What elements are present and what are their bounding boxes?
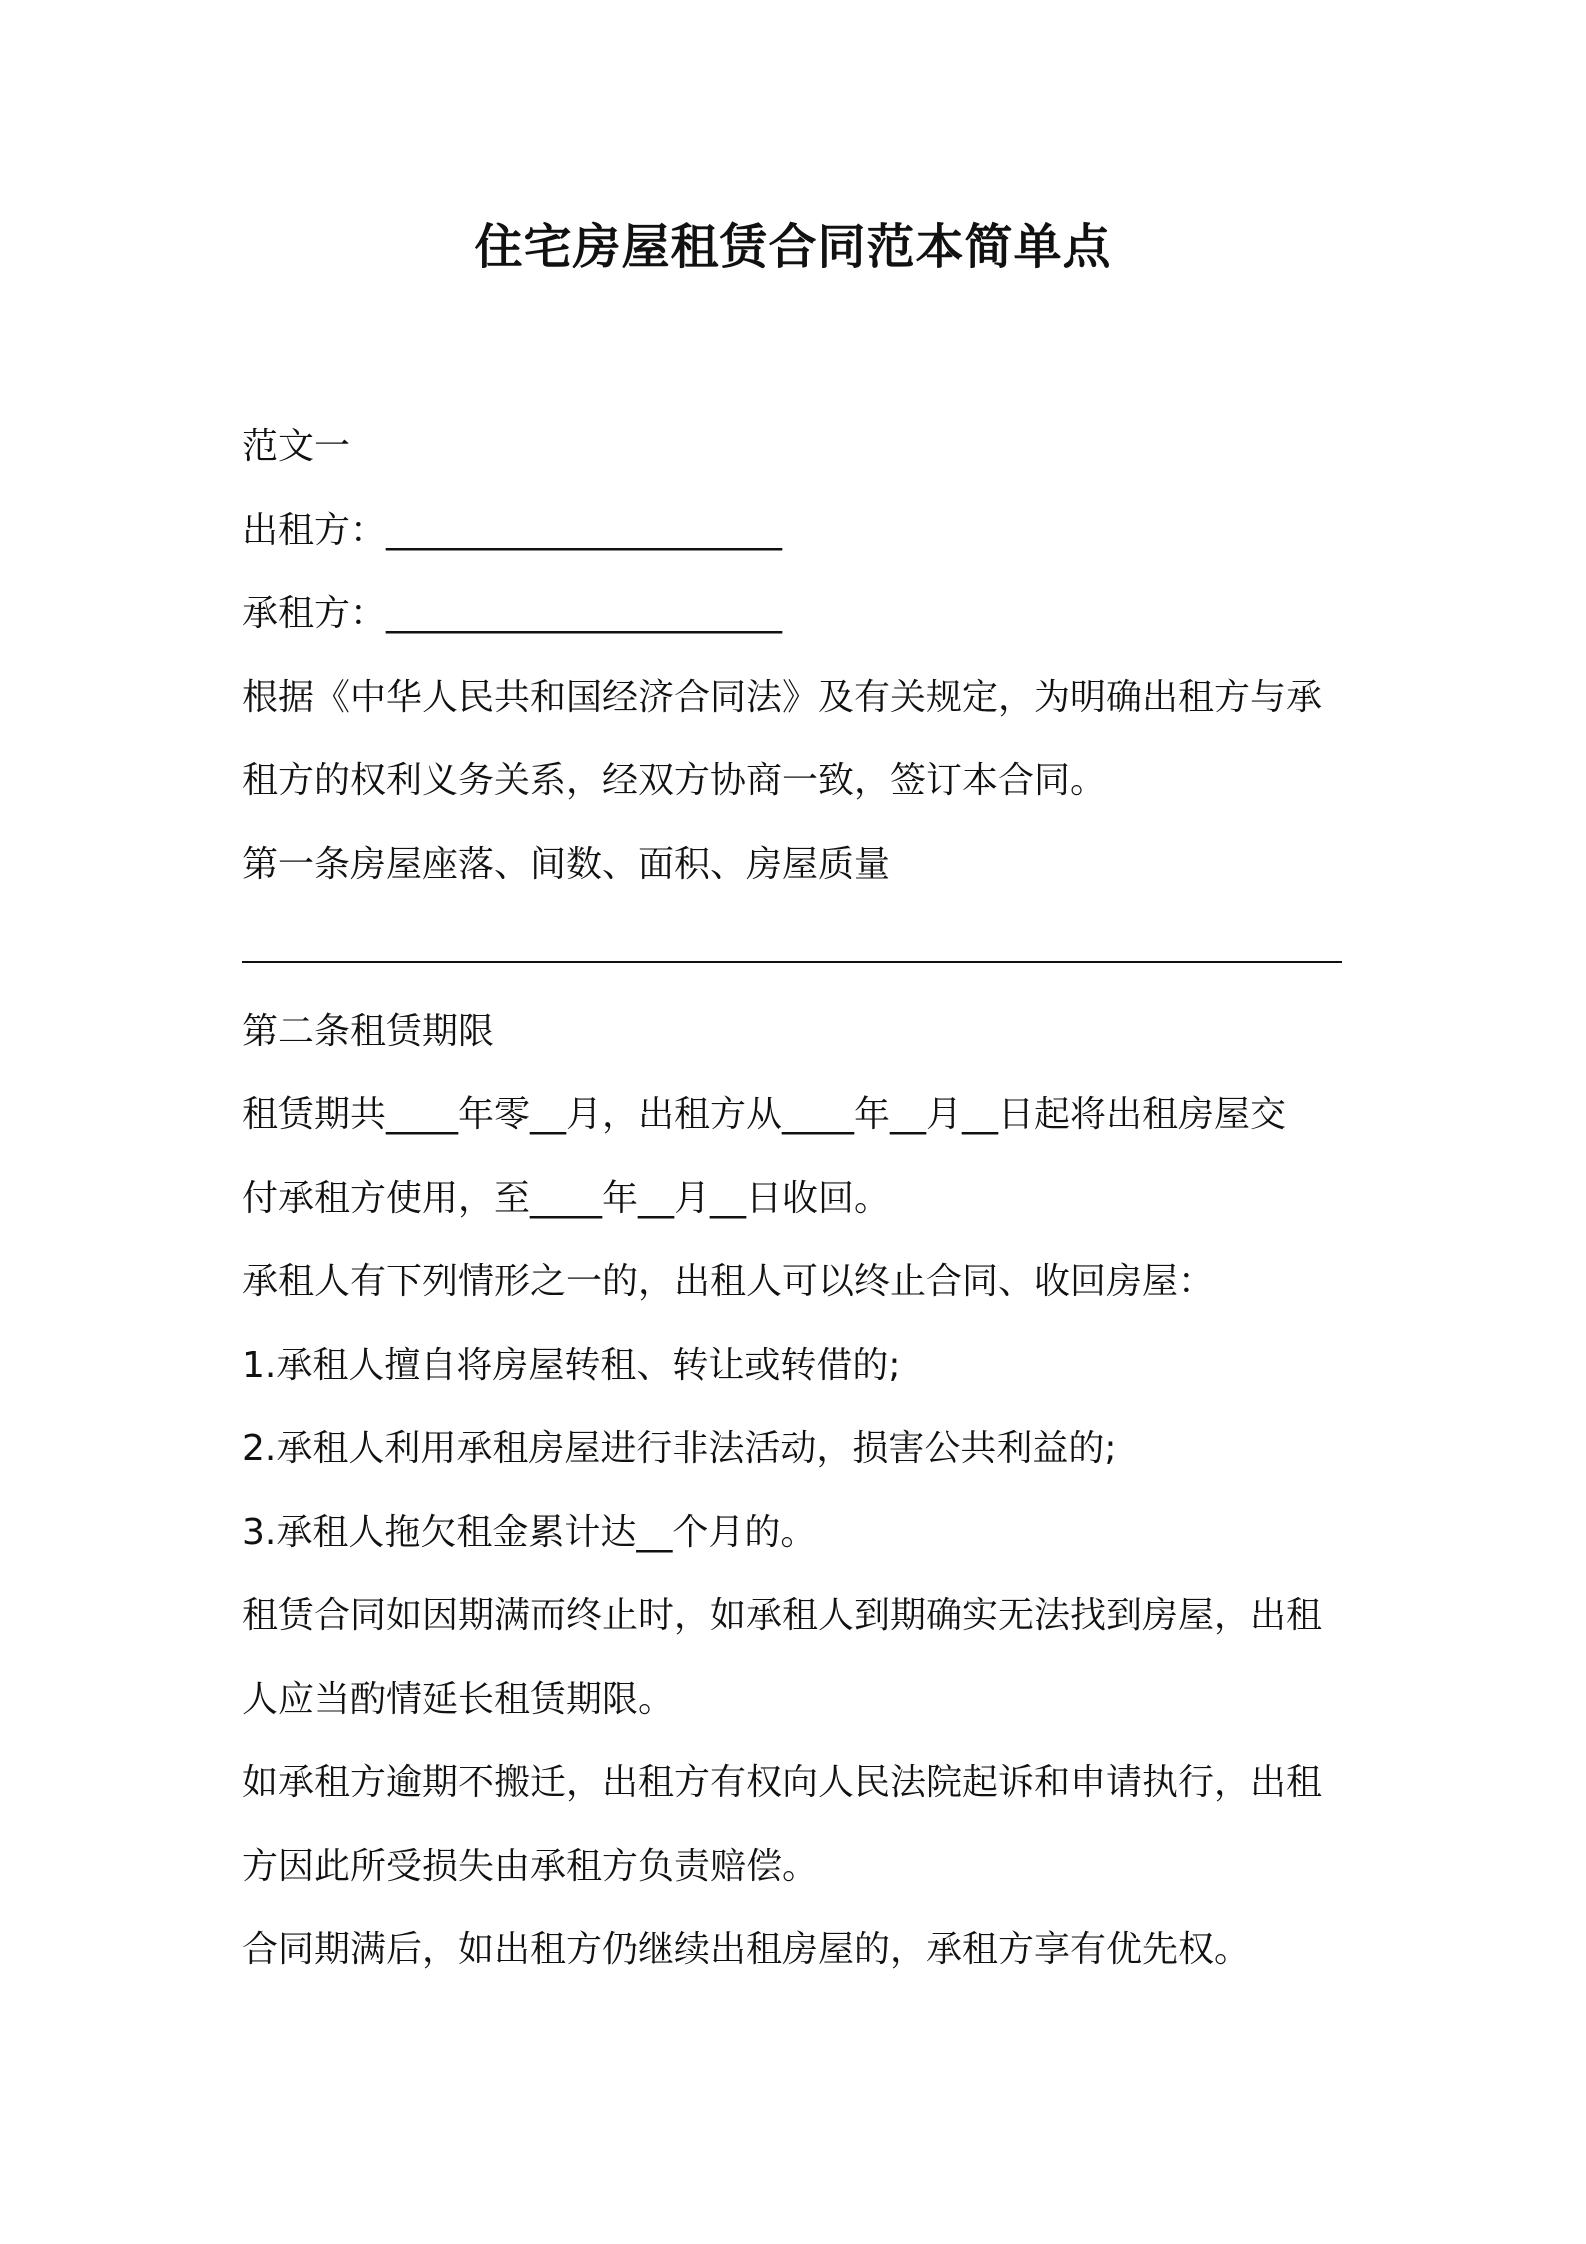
document-body (242, 405, 1362, 1992)
section-heading-sample-one: 范文一 (242, 426, 351, 467)
document-title: 住宅房屋租赁合同范本简单点 (474, 219, 1112, 275)
expiry-clause-line-2: 人应当酌情延长租赁期限。 (242, 1678, 675, 1720)
article-two-heading: 第二条租赁期限 (242, 1010, 495, 1052)
renewal-priority-clause: 合同期满后，如出租方仍继续出租房屋的，承租方享有优先权。 (242, 1929, 1251, 1970)
lessee-field: 承租方：______________________ (242, 593, 783, 634)
lessor-field: 出租方：______________________ (242, 509, 783, 551)
article-one-blank-line (242, 906, 1362, 990)
overdue-clause-line-2: 方因此所受损失由承租方负责赔偿。 (242, 1845, 819, 1887)
article-one-heading: 第一条房屋座落、间数、面积、房屋质量 (242, 843, 891, 885)
overdue-clause-line-1: 如承租方逾期不搬迁，出租方有权向人民法院起诉和申请执行，出租 (242, 1762, 1323, 1803)
termination-item-1: 1.承租人擅自将房屋转租、转让或转借的; (242, 1344, 901, 1386)
lease-term-line-1: 租赁期共____年零__月，出租方从____年__月__日起将出租房屋交 (242, 1094, 1287, 1135)
termination-item-3: 3.承租人拖欠租金累计达__个月的。 (242, 1511, 817, 1553)
blank-underline (242, 961, 1342, 963)
expiry-clause-line-1: 租赁合同如因期满而终止时，如承租人到期确实无法找到房屋，出租 (242, 1595, 1323, 1636)
preamble-line-2: 租方的权利义务关系，经双方协商一致，签订本合同。 (242, 760, 1107, 801)
termination-intro: 承租人有下列情形之一的，出租人可以终止合同、收回房屋： (242, 1261, 1215, 1302)
preamble-line-1: 根据《中华人民共和国经济合同法》及有关规定，为明确出租方与承 (242, 676, 1323, 718)
lease-term-line-2: 付承租方使用，至____年__月__日收回。 (242, 1177, 891, 1219)
termination-item-2: 2.承租人利用承租房屋进行非法活动，损害公共利益的; (242, 1428, 1117, 1469)
